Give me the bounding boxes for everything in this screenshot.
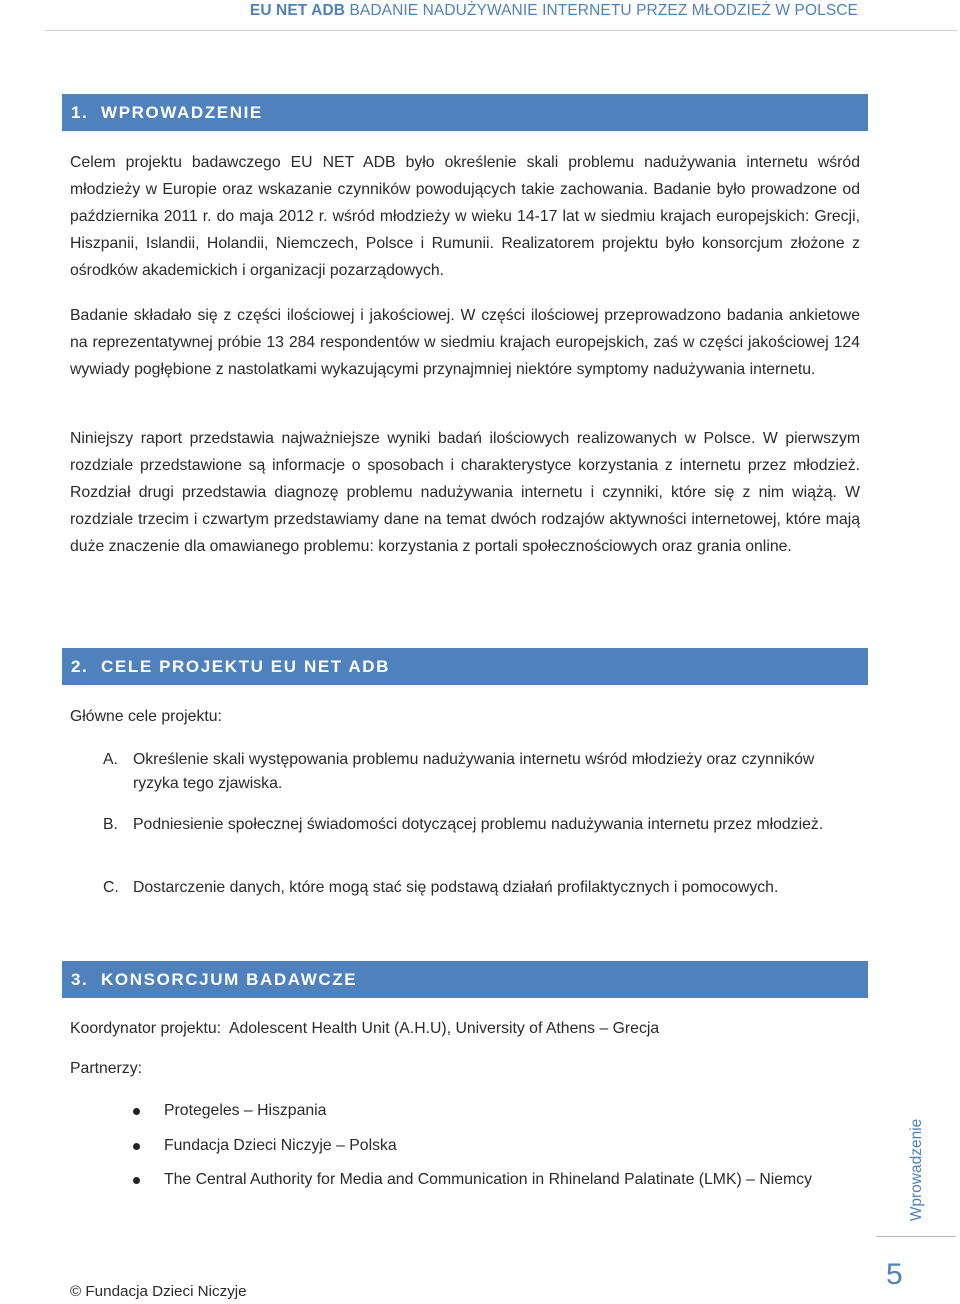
section-heading-2 <box>62 648 868 685</box>
bullet-icon <box>133 1177 140 1184</box>
partner-text: Protegeles – Hiszpania <box>164 1102 327 1119</box>
bullet-icon <box>133 1108 140 1115</box>
goal-text: Dostarczenie danych, które mogą stać się podstawą działań profilaktycznych i pomocowych. <box>133 879 779 896</box>
section-number: 2. <box>71 657 89 676</box>
section-heading-1 <box>62 94 868 131</box>
goal-letter: C. <box>103 879 119 896</box>
header-rule <box>45 30 957 31</box>
footer-copyright: © Fundacja Dzieci Niczyje <box>70 1283 247 1300</box>
chapter-side-label: Wprowadzenie <box>908 1118 925 1222</box>
goal-text: Określenie skali występowania problemu nadużywania internetu wśród młodzieży oraz czynników ryzyka tego zjawiska. <box>133 751 815 792</box>
goal-item <box>103 813 863 837</box>
partner-text: Fundacja Dzieci Niczyje – Polska <box>164 1137 397 1154</box>
coordinator-line: Koordynator projektu: Adolescent Health Unit (A.H.U), University of Athens – Grecja <box>70 1020 660 1037</box>
page-number: 5 <box>886 1258 903 1291</box>
goal-letter: A. <box>103 751 118 768</box>
running-header <box>250 2 858 20</box>
paragraph-intro-3: Niniejszy raport przedstawia najważniejsze wyniki badań ilościowych realizowanych w Polsce. W pierwszym rozdziale przedstawione są informacje o sposobach i charakterystyce korzystania z internetu przez młodzież. Rozdział drugi przedstawia diagnozę problemu nadużywania internetu i czynniki, które się z nim wiążą. W rozdziale trzecim i czwartym przedstawiamy dane na temat dwóch rodzajów aktywności internetowej, które mają duże znaczenie dla omawianego problemu: korzystania z portali społecznościowych oraz grania online. <box>70 430 860 556</box>
partner-item <box>133 1099 833 1123</box>
partner-text: The Central Authority for Media and Communication in Rhineland Palatinate (LMK) – Niemcy <box>164 1171 812 1188</box>
bullet-icon <box>133 1143 140 1150</box>
section-number: 1. <box>71 103 89 122</box>
goal-item <box>103 748 863 796</box>
paragraph-intro-1: Celem projektu badawczego EU NET ADB było określenie skali problemu nadużywania internetu wśród młodzieży w Europie oraz wskazanie czynników powodujących takie zachowania. Badanie było prowadzone od października 2011 r. do maja 2012 r. wśród młodzieży w wieku 14-17 lat w siedmiu krajach europejskich: Grecji, Hiszpanii, Islandii, Holandii, Niemczech, Polsce i Rumunii. Realizatorem projektu było konsorcjum złożone z ośrodków akademickich i organizacji pozarządowych. <box>70 154 860 280</box>
partners-label: Partnerzy: <box>70 1060 142 1077</box>
paragraph-intro-2: Badanie składało się z części ilościowej i jakościowej. W części ilościowej przeprowadzono badania ankietowe na reprezentatywnej próbie 13 284 respondentów w siedmiu krajach europejskich, zaś w części jakościowej 124 wywiady pogłębione z nastolatkami wykazującymi przynajmniej niektóre symptomy nadużywania internetu. <box>70 307 860 379</box>
partner-item <box>133 1168 813 1192</box>
goals-intro: Główne cele projektu: <box>70 708 222 725</box>
section-number: 3. <box>71 970 89 989</box>
section-title: KONSORCJUM BADAWCZE <box>101 970 358 989</box>
goal-text: Podniesienie społecznej świadomości dotyczącej problemu nadużywania internetu przez młodzież. <box>133 816 824 833</box>
running-header-bold: EU NET ADB <box>249 2 346 19</box>
section-title: WPROWADZENIE <box>101 103 263 122</box>
partner-item <box>133 1134 833 1158</box>
goal-letter: B. <box>103 816 118 833</box>
running-header-rest: BADANIE NADUŻYWANIE INTERNETU PRZEZ MŁODZIEŻ W POLSCE <box>349 2 858 19</box>
goal-item <box>103 876 863 900</box>
side-rule <box>876 1236 956 1237</box>
section-title: CELE PROJEKTU EU NET ADB <box>101 657 391 676</box>
section-heading-3 <box>62 961 868 998</box>
